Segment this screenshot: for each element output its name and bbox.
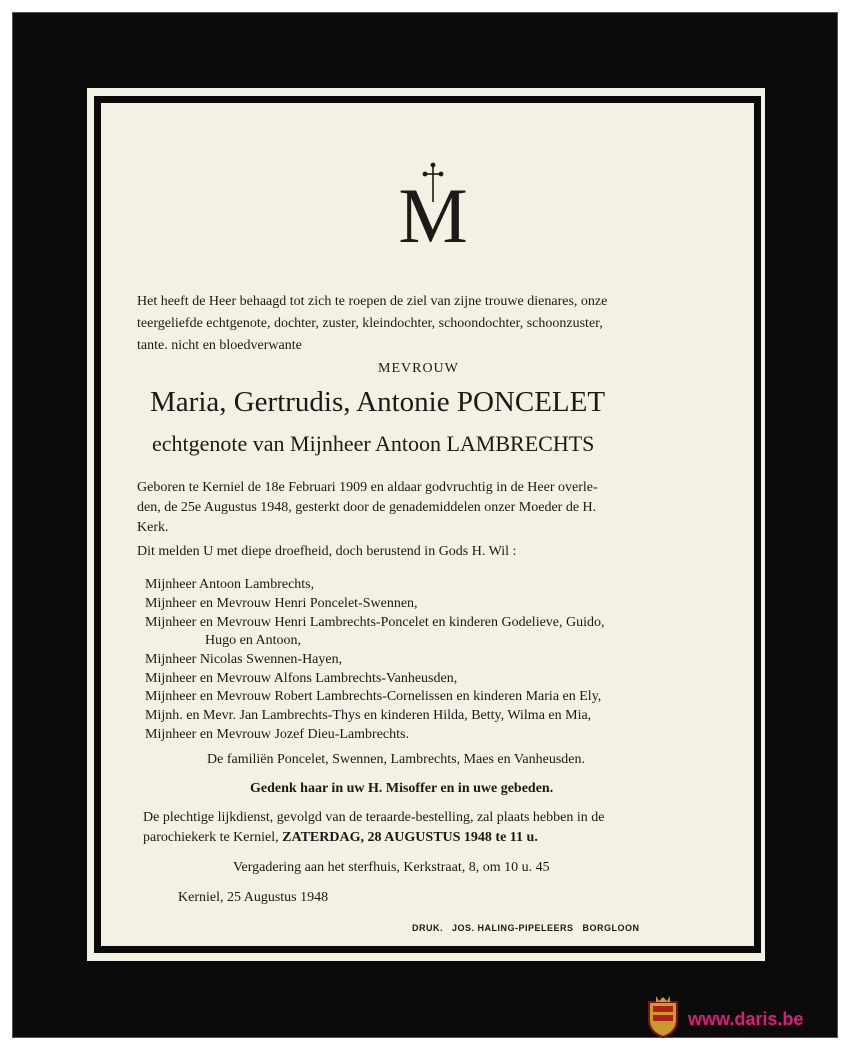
birth-line-3: Kerk. <box>137 520 169 535</box>
birth-line-2: den, de 25e Augustus 1948, gesterkt door de genademiddelen onzer Moeder de H. <box>137 500 597 515</box>
spouse-line <box>152 431 594 457</box>
spouse-prefix: echtgenote van Mijnheer Antoon <box>152 431 441 456</box>
intro-line-1: Het heeft de Heer behaagd tot zich te roepen de ziel van zijne trouwe dienares, onze <box>137 294 608 309</box>
deceased-given-names: Maria, Gertrudis, Antonie <box>150 386 450 418</box>
title-mevrouw: MEVROUW <box>378 361 459 376</box>
service-date-time: ZATERDAG, 28 AUGUSTUS 1948 te 11 u. <box>282 830 538 845</box>
website-watermark[interactable]: www.daris.be <box>688 1009 804 1029</box>
mourner-line: Mijnheer en Mevrouw Henri Lambrechts-Poncelet en kinderen Godelieve, Guido, <box>145 615 605 630</box>
daris-crest-icon <box>646 996 680 1038</box>
service-line-1: De plechtige lijkdienst, gevolgd van de teraarde-bestelling, zal plaats hebben in de <box>143 810 605 825</box>
monogram-letter: M <box>398 172 468 250</box>
mourner-line: Mijnheer en Mevrouw Alfons Lambrechts-Vanheusden, <box>145 671 458 686</box>
announcement-line: Dit melden U met diepe droefheid, doch berustend in Gods H. Wil : <box>137 544 517 559</box>
gathering-line: Vergadering aan het sterfhuis, Kerkstraat, 8, om 10 u. 45 <box>233 860 550 875</box>
deceased-name <box>150 386 605 419</box>
mourner-line-continued: Hugo en Antoon, <box>205 633 302 648</box>
mourner-line: Mijnh. en Mevr. Jan Lambrechts-Thys en kinderen Hilda, Betty, Wilma en Mia, <box>145 708 592 723</box>
mourner-line: Mijnheer en Mevrouw Jozef Dieu-Lambrechts. <box>145 727 409 742</box>
deceased-surname: PONCELET <box>456 386 606 418</box>
spouse-surname: LAMBRECHTS <box>446 431 595 456</box>
families-line: De familiën Poncelet, Swennen, Lambrechts, Maes en Vanheusden. <box>207 752 586 767</box>
printer-credit: DRUK. JOS. HALING-PIPELEERS BORGLOON <box>412 923 640 933</box>
mourner-line: Mijnheer en Mevrouw Robert Lambrechts-Cornelissen en kinderen Maria en Ely, <box>145 689 602 704</box>
monogram-m-cross-icon <box>388 160 478 250</box>
birth-line-1: Geboren te Kerniel de 18e Februari 1909 en aldaar godvruchtig in de Heer overle- <box>137 480 598 495</box>
service-church: parochiekerk te Kerniel, <box>143 830 279 845</box>
service-line-2 <box>143 830 538 846</box>
mourner-line: Mijnheer Nicolas Swennen-Hayen, <box>145 652 343 667</box>
mourner-line: Mijnheer en Mevrouw Henri Poncelet-Swennen, <box>145 596 418 611</box>
intro-line-2: teergeliefde echtgenote, dochter, zuster, kleindochter, schoondochter, schoonzuster, <box>137 316 603 331</box>
intro-line-3: tante. nicht en bloedverwante <box>137 338 302 353</box>
prayer-request: Gedenk haar in uw H. Misoffer en in uwe gebeden. <box>250 781 554 796</box>
mourner-line: Mijnheer Antoon Lambrechts, <box>145 577 315 592</box>
place-date: Kerniel, 25 Augustus 1948 <box>178 890 329 905</box>
